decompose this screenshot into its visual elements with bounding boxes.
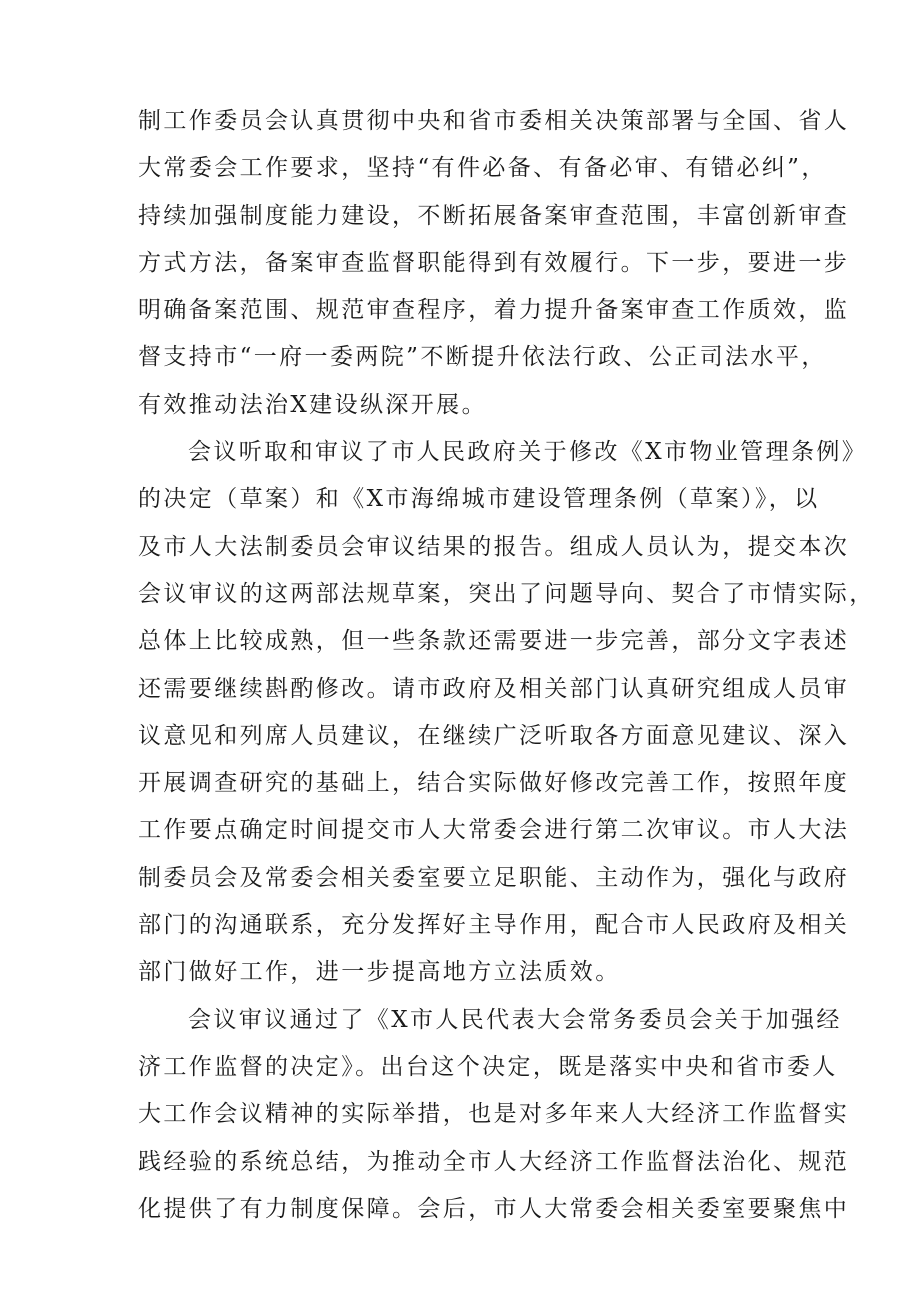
text-line: 议意见和列席人员建议，在继续广泛听取各方面意见建议、深入 <box>138 722 850 749</box>
text-line: 督支持市“一府一委两院”不断提升依法行政、公正司法水平， <box>138 344 827 371</box>
text-line: 部门做好工作，进一步提高地方立法质效。 <box>138 959 621 986</box>
text-line: 明确备案范围、规范审查程序，着力提升备案审查工作质效，监 <box>138 297 850 324</box>
text-line: 开展调查研究的基础上，结合实际做好修改完善工作，按照年度 <box>138 770 850 797</box>
document-body <box>138 98 875 1233</box>
text-line: 工作要点确定时间提交市人大常委会进行第二次审议。市人大法 <box>138 817 850 844</box>
text-line: 部门的沟通联系，充分发挥好主导作用，配合市人民政府及相关 <box>138 912 850 939</box>
paragraph <box>138 429 875 997</box>
paragraph <box>138 997 850 1233</box>
text-line: 大常委会工作要求，坚持“有件必备、有备必审、有错必纠”， <box>138 155 827 182</box>
text-line: 及市人大法制委员会审议结果的报告。组成人员认为，提交本次 <box>138 533 850 560</box>
text-line: 践经验的系统总结，为推动全市人大经济工作监督法治化、规范 <box>138 1148 850 1175</box>
text-line: 还需要继续斟酌修改。请市政府及相关部门认真研究组成人员审 <box>138 675 850 702</box>
paragraph <box>138 98 850 429</box>
text-line: 有效推动法治X建设纵深开展。 <box>138 391 487 418</box>
text-line: 方式方法，备案审查监督职能得到有效履行。下一步，要进一步 <box>138 249 850 276</box>
text-line: 化提供了有力制度保障。会后，市人大常委会相关委室要聚焦中 <box>138 1195 850 1222</box>
text-line: 制委员会及常委会相关委室要立足职能、主动作为，强化与政府 <box>138 864 850 891</box>
text-line: 持续加强制度能力建设，不断拓展备案审查范围，丰富创新审查 <box>138 202 850 229</box>
text-line: 会议审议的这两部法规草案，突出了问题导向、契合了市情实际， <box>138 580 875 607</box>
text-line: 济工作监督的决定》。出台这个决定，既是落实中央和省市委人 <box>138 1053 838 1080</box>
text-line: 总体上比较成熟，但一些条款还需要进一步完善，部分文字表述 <box>138 628 850 655</box>
text-line: 的决定（草案）和《X市海绵城市建设管理条例（草案）》，以 <box>138 486 820 513</box>
text-line: 会议听取和审议了市人民政府关于修改《X市物业管理条例》 <box>188 439 868 466</box>
text-line: 制工作委员会认真贯彻中央和省市委相关决策部署与全国、省人 <box>138 108 850 134</box>
text-line: 大工作会议精神的实际举措，也是对多年来人大经济工作监督实 <box>138 1101 850 1128</box>
text-line: 会议审议通过了《X市人民代表大会常务委员会关于加强经 <box>188 1006 842 1033</box>
